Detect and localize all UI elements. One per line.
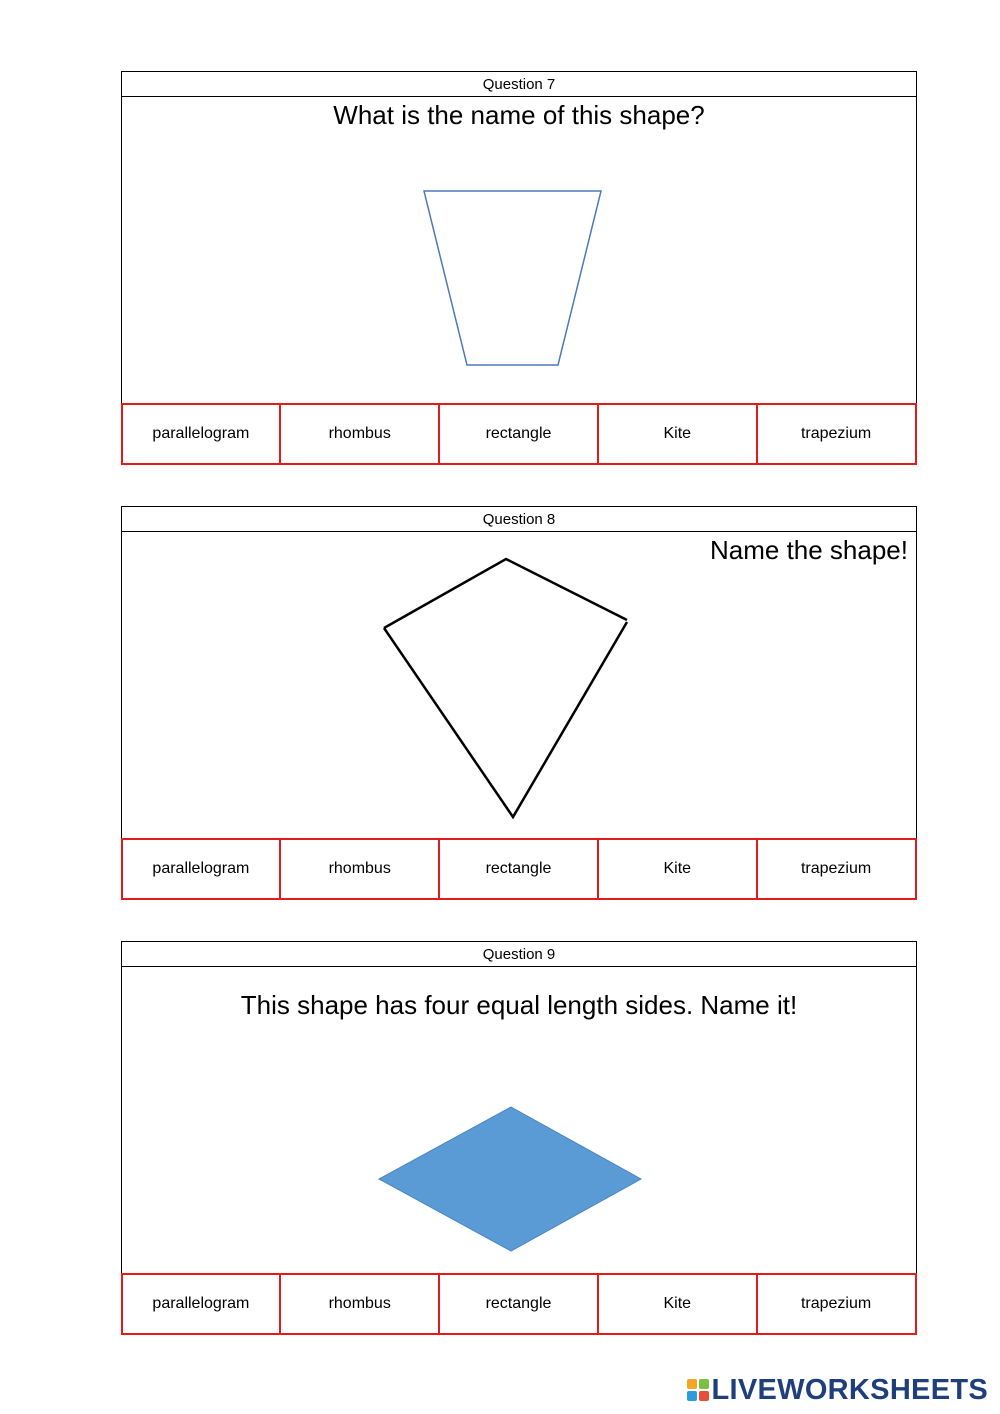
answer-options bbox=[121, 403, 917, 465]
answer-options bbox=[121, 1273, 917, 1335]
question-header: Question 9 bbox=[122, 942, 916, 967]
option-rhombus[interactable]: rhombus bbox=[281, 840, 440, 898]
trapezium-shape bbox=[122, 97, 915, 407]
rhombus-shape bbox=[122, 967, 915, 1277]
question-header: Question 7 bbox=[122, 72, 916, 97]
answer-options bbox=[121, 838, 917, 900]
option-rhombus[interactable]: rhombus bbox=[281, 1275, 440, 1333]
option-kite[interactable]: Kite bbox=[599, 1275, 758, 1333]
question-9-card bbox=[121, 941, 917, 1334]
option-trapezium[interactable]: trapezium bbox=[800, 1294, 872, 1312]
question-header: Question 8 bbox=[122, 507, 916, 532]
question-prompt: This shape has four equal length sides. Name it! bbox=[240, 990, 798, 1020]
option-kite[interactable]: Kite bbox=[599, 405, 758, 463]
question-8-card bbox=[121, 506, 917, 899]
option-rhombus[interactable]: rhombus bbox=[281, 405, 440, 463]
option-kite[interactable]: Kite bbox=[599, 840, 758, 898]
option-parallelogram[interactable]: parallelogram bbox=[123, 1275, 282, 1333]
option-rectangle[interactable]: rectangle bbox=[440, 1275, 599, 1333]
liveworksheets-logo bbox=[687, 1374, 989, 1406]
question-prompt: Name the shape! bbox=[709, 535, 908, 565]
option-parallelogram[interactable]: parallelogram bbox=[123, 840, 282, 898]
option-rectangle[interactable]: rectangle bbox=[440, 405, 599, 463]
kite-shape bbox=[122, 532, 915, 842]
option-trapezium[interactable]: trapezium bbox=[800, 424, 872, 442]
option-rectangle[interactable]: rectangle bbox=[440, 840, 599, 898]
question-prompt: What is the name of this shape? bbox=[333, 100, 705, 130]
option-parallelogram[interactable]: parallelogram bbox=[123, 405, 282, 463]
question-7-card bbox=[121, 71, 917, 464]
logo-text: LIVEWORKSHEETS bbox=[711, 1373, 988, 1406]
liveworksheets-logo-icon bbox=[687, 1379, 709, 1401]
option-trapezium[interactable]: trapezium bbox=[800, 859, 872, 877]
